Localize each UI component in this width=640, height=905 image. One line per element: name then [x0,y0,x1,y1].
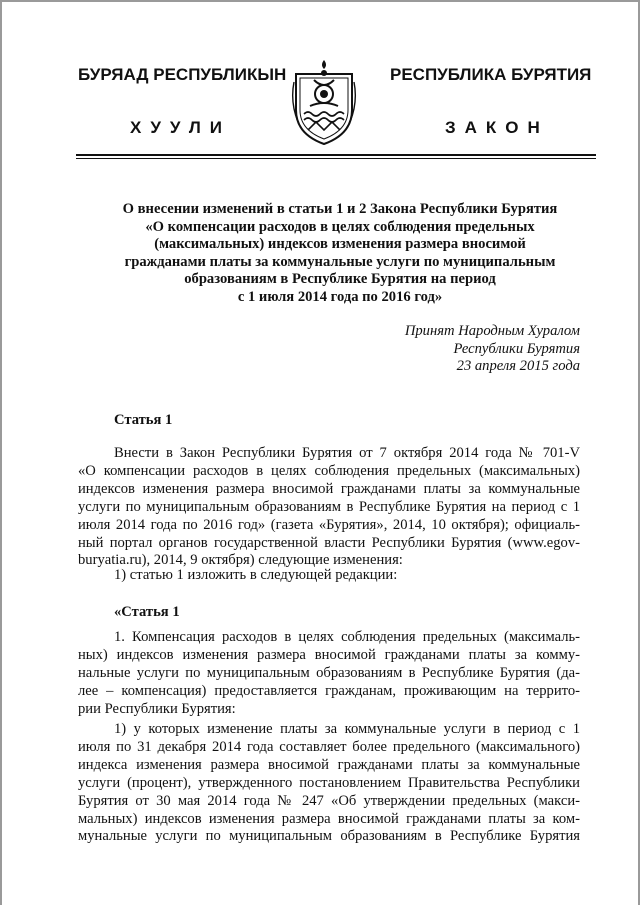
header-russian-title: РЕСПУБЛИКА БУРЯТИЯ [390,65,592,84]
paragraph-line: лее – компенсация) предоставляется гражданам, проживающим на террито- [78,682,580,699]
paragraph-line: ный портал органов государственной власти Республики Бурятия (www.egov- [78,534,580,551]
paragraph-line: «О компенсации расходов в целях соблюдения предельных (максимальных) [78,462,580,479]
paragraph-line: Внести в Закон Республики Бурятия от 7 октября 2014 года № 701-V [114,445,580,461]
law-title-line: О внесении изменений в статьи 1 и 2 Закона Республики Бурятия [122,201,558,217]
header-divider-thick [76,154,596,156]
scan-edge-top [0,0,640,2]
law-title-line: (максимальных) индексов изменения размера вносимой [154,236,526,253]
adoption-note [280,323,580,376]
paragraph-line: 1. Компенсация расходов в целях соблюдения предельных (максималь- [114,629,580,645]
scan-edge-left [0,0,2,905]
amendment-item-1 [78,567,580,585]
quoted-article-item-1 [78,721,580,846]
header-buryat-title: БУРЯАД РЕСПУБЛИКЫН [78,65,287,84]
paragraph-line: июля 2014 года по 2016 год» (газета «Бурятия», 2014, 10 октября); официаль- [78,516,580,533]
adoption-republic: Республики Бурятия [453,340,580,357]
republic-emblem-icon [290,58,358,148]
paragraph-line: 1) статью 1 изложить в следующей редакции: [114,567,398,583]
paragraph-line: индекса изменения размера вносимой гражданами платы за коммунальные [78,756,580,773]
header-divider-thin [76,158,596,159]
paragraph-line: мунальные услуги по муниципальным образованиям в Республике Бурятия [78,828,580,845]
paragraph-line: июля по 31 декабря 2014 года составляет более предельного (максимального) [78,738,580,755]
law-title-line: образованиям в Республике Бурятия на период [184,271,496,288]
paragraph-line: buryatia.ru), 2014, 9 октября) следующие изменения: [78,552,403,569]
adoption-body: Принят Народным Хуралом [404,323,580,339]
quoted-article-part-1 [78,629,580,719]
quoted-article-heading: «Статья 1 [114,604,180,620]
law-title-line: гражданами платы за коммунальные услуги по муниципальным [124,253,556,270]
header-russian-doc-type: ЗАКОН [445,118,549,137]
paragraph-line: Бурятия от 30 мая 2014 года № 247 «Об утверждении предельных (макси- [78,792,580,809]
law-title [80,201,600,307]
paragraph-line: индексов изменения размера вносимой гражданами платы за коммунальные [78,480,580,497]
paragraph-line: ных) индексов изменения размера вносимой гражданами платы за комму- [78,646,580,663]
adoption-date: 23 апреля 2015 года [456,358,580,375]
paragraph-line: услуги по муниципальным образованиям в Республике Бурятия на период с 1 [78,498,580,515]
paragraph-line: нальные услуги по муниципальным образованиям в Республике Бурятия (да- [78,664,580,681]
paragraph-line: рии Республики Бурятия: [78,700,236,717]
law-title-line: «О компенсации расходов в целях соблюдения предельных [145,218,535,235]
paragraph-line: мальных) индексов изменения размера вносимой гражданами платы за ком- [78,810,580,827]
header-buryat-doc-type: ХУУЛИ [130,118,231,137]
article-1-paragraph [78,445,580,570]
paragraph-line: 1) у которых изменение платы за коммунальные услуги в период с 1 [114,721,580,737]
article-1-heading: Статья 1 [114,412,173,428]
law-title-line: с 1 июля 2014 года по 2016 год» [237,288,443,305]
paragraph-line: услуги (процент), утвержденного постановлением Правительства Республики [78,774,580,791]
